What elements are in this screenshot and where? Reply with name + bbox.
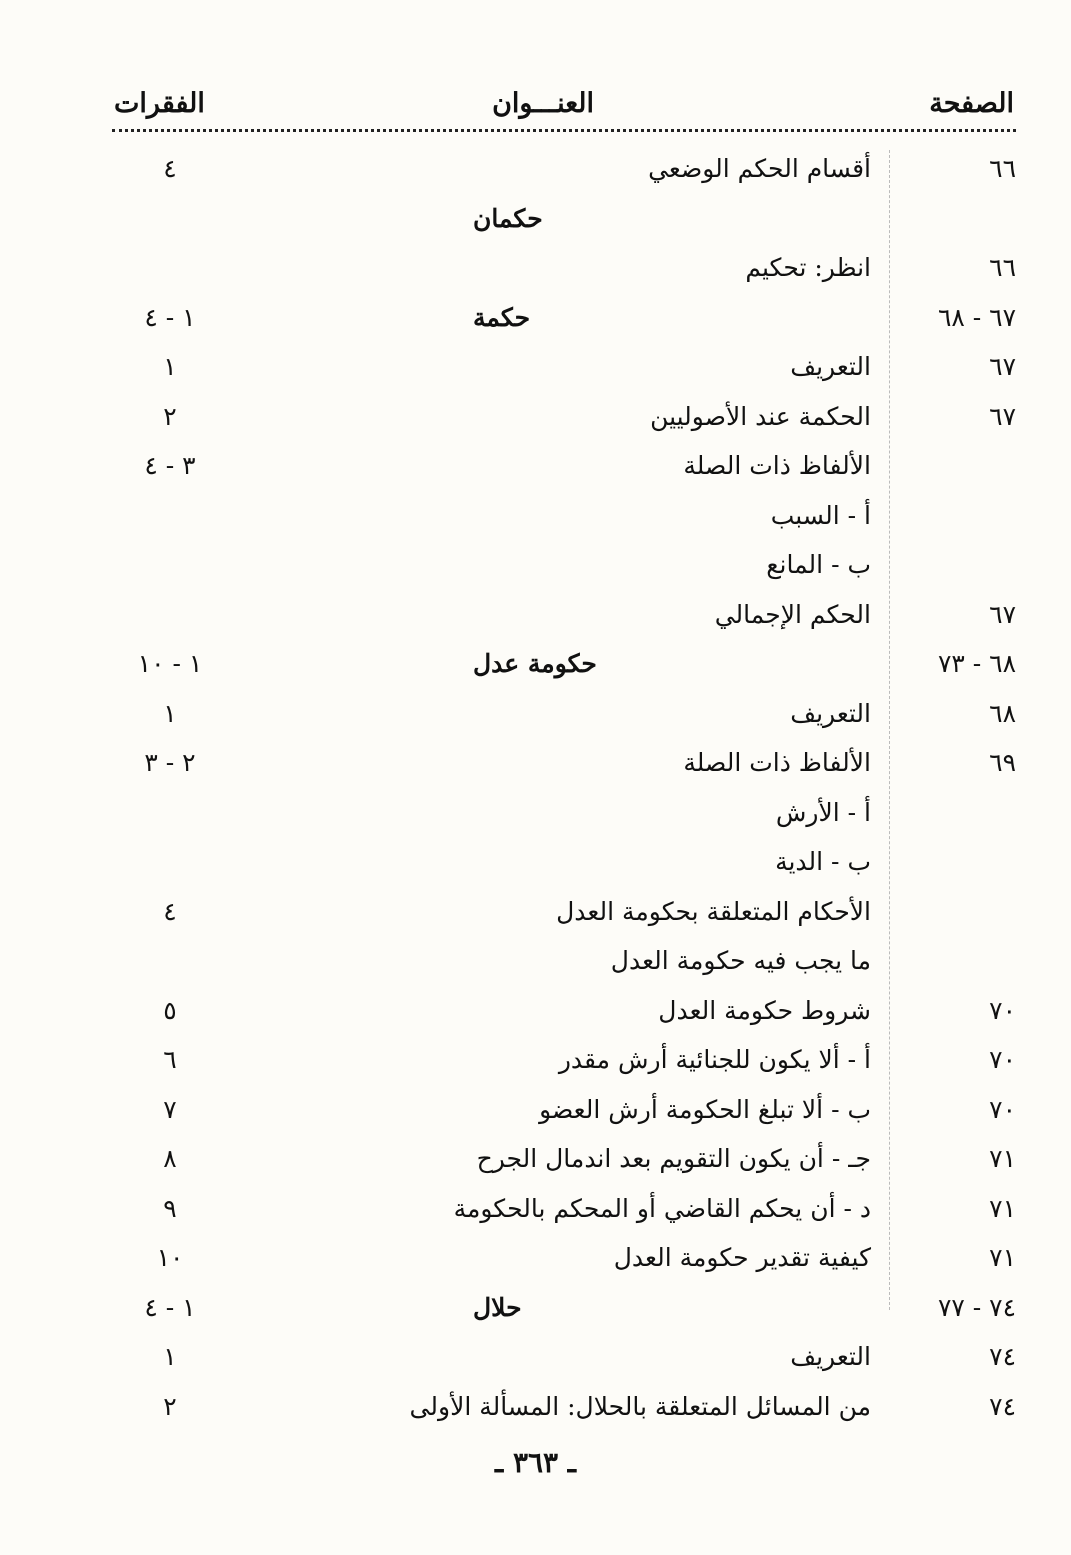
entry-title: جـ - أن يكون التقويم بعد اندمال الجرح	[476, 1144, 871, 1173]
entry-heading-title: حكمان	[473, 203, 543, 233]
index-heading-row	[0, 294, 1071, 344]
entry-page-number: ٧١	[989, 1144, 1016, 1173]
entry-title: التعريف	[790, 698, 871, 728]
index-heading-row	[0, 640, 1071, 690]
table-row	[0, 1383, 1071, 1433]
table-row	[0, 789, 1071, 839]
entry-title: كيفية تقدير حكومة العدل	[613, 1243, 871, 1272]
entry-paragraphs: ٨	[163, 1144, 177, 1173]
entry-page-number: ٦٩	[989, 748, 1016, 777]
table-row	[0, 393, 1071, 443]
entry-page-number: ٧٤ - ٧٧	[937, 1292, 1016, 1322]
table-row	[0, 145, 1071, 195]
index-heading-row	[0, 1284, 1071, 1334]
entry-title: ب - المانع	[766, 550, 871, 579]
entry-title: الأحكام المتعلقة بحكومة العدل	[556, 896, 871, 926]
entry-title: من المسائل المتعلقة بالحلال: المسألة الأولى	[409, 1391, 871, 1421]
table-row	[0, 838, 1071, 888]
table-row	[0, 1036, 1071, 1086]
entry-paragraphs: ١ - ٤	[144, 1292, 196, 1322]
entry-page-number: ٦٧ - ٦٨	[937, 302, 1016, 332]
table-row	[0, 1333, 1071, 1383]
entry-title: التعريف	[790, 1342, 871, 1371]
entry-paragraphs: ٢ - ٣	[144, 748, 196, 777]
entry-paragraphs: ٤	[163, 154, 177, 183]
table-row	[0, 442, 1071, 492]
entry-title: انظر: تحكيم	[745, 253, 871, 282]
table-row	[0, 541, 1071, 591]
table-header	[112, 88, 1016, 132]
entry-title: ب - ألا تبلغ الحكومة أرش العضو	[539, 1094, 871, 1124]
entry-page-number: ٦٧	[989, 401, 1016, 431]
table-row	[0, 1185, 1071, 1235]
entry-title: د - أن يحكم القاضي أو المحكم بالحكومة	[453, 1193, 871, 1223]
entry-paragraphs: ١	[163, 698, 177, 728]
table-row	[0, 492, 1071, 542]
table-row	[0, 591, 1071, 641]
entry-paragraphs: ١	[163, 1342, 177, 1371]
entry-title: الحكم الإجمالي	[714, 599, 871, 629]
table-row	[0, 244, 1071, 294]
entry-paragraphs: ٤	[163, 896, 177, 926]
entry-title: شروط حكومة العدل	[658, 995, 871, 1025]
table-row	[0, 937, 1071, 987]
entry-paragraphs: ٢	[163, 401, 177, 431]
entry-paragraphs: ٧	[163, 1094, 177, 1124]
entry-paragraphs: ١	[163, 352, 177, 381]
entry-title: الحكمة عند الأصوليين	[650, 401, 871, 431]
entry-page-number: ٦٧	[989, 352, 1016, 381]
entry-page-number: ٧٤	[989, 1342, 1016, 1371]
entry-title: أ - الأرش	[775, 797, 871, 827]
entry-title: التعريف	[790, 352, 871, 381]
entry-paragraphs: ٣ - ٤	[144, 451, 196, 480]
entry-page-number: ٧٠	[989, 1045, 1016, 1074]
table-row	[0, 987, 1071, 1037]
table-row	[0, 888, 1071, 938]
entry-page-number: ٧٠	[989, 1094, 1016, 1124]
paragraphs-column-header: الفقرات	[114, 88, 205, 119]
entry-paragraphs: ٢	[163, 1391, 177, 1421]
table-row	[0, 1234, 1071, 1284]
table-row	[0, 343, 1071, 393]
table-row	[0, 690, 1071, 740]
entry-paragraphs: ١٠	[156, 1243, 184, 1272]
entry-heading-title: حكمة	[473, 302, 531, 332]
entry-page-number: ٦٨	[989, 698, 1016, 728]
entry-page-number: ٧١	[989, 1243, 1016, 1272]
entry-page-number: ٧٤	[989, 1391, 1016, 1421]
entry-title: أ - السبب	[770, 500, 871, 530]
table-row	[0, 739, 1071, 789]
entry-page-number: ٦٦	[989, 154, 1016, 183]
entry-page-number: ٧٠	[989, 995, 1016, 1025]
index-heading-row	[0, 195, 1071, 245]
entry-page-number: ٦٧	[989, 599, 1016, 629]
entry-title: أقسام الحكم الوضعي	[648, 154, 871, 183]
page-number: ـ ٣٦٣ ـ	[494, 1446, 577, 1479]
entry-title: أ - ألا يكون للجنائية أرش مقدر	[558, 1045, 871, 1074]
entry-title: ب - الدية	[775, 847, 871, 876]
entry-paragraphs: ٦	[163, 1045, 177, 1074]
table-row	[0, 1086, 1071, 1136]
entry-heading-title: حكومة عدل	[473, 649, 597, 678]
entry-title: الألفاظ ذات الصلة	[683, 748, 871, 777]
entry-page-number: ٦٨ - ٧٣	[937, 649, 1016, 678]
entry-paragraphs: ١ - ١٠	[137, 649, 203, 678]
entry-paragraphs: ٥	[163, 995, 177, 1025]
entry-page-number: ٧١	[989, 1193, 1016, 1223]
index-entries	[0, 145, 1071, 1432]
entry-title: الألفاظ ذات الصلة	[683, 451, 871, 480]
entry-page-number: ٦٦	[989, 253, 1016, 282]
entry-paragraphs: ٩	[163, 1193, 177, 1223]
title-column-header: العنـــوان	[492, 88, 594, 119]
table-row	[0, 1135, 1071, 1185]
entry-heading-title: حلال	[473, 1292, 522, 1322]
entry-title: ما يجب فيه حكومة العدل	[610, 946, 871, 975]
entry-paragraphs: ١ - ٤	[144, 302, 196, 332]
page-column-header: الصفحة	[929, 88, 1014, 119]
header-dotted-divider	[112, 129, 1016, 132]
